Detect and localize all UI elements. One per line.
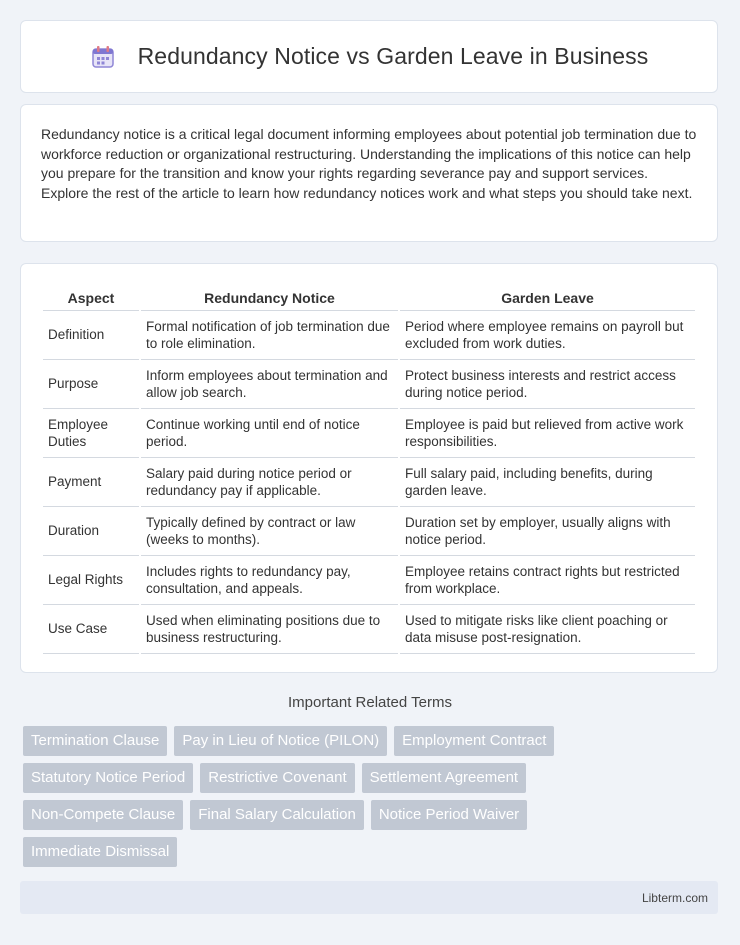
header-garden-leave: Garden Leave bbox=[400, 284, 695, 311]
intro-card bbox=[20, 104, 718, 242]
aspect-cell: Legal Rights bbox=[43, 556, 139, 605]
tag-statutory-notice-period[interactable]: Statutory Notice Period bbox=[23, 763, 193, 793]
tag-non-compete-clause[interactable]: Non-Compete Clause bbox=[23, 800, 183, 830]
tag-notice-period-waiver[interactable]: Notice Period Waiver bbox=[371, 800, 527, 830]
table-row bbox=[43, 507, 695, 556]
table-row bbox=[43, 556, 695, 605]
footer-site-link[interactable]: Libterm.com bbox=[641, 890, 708, 905]
garden-cell: Used to mitigate risks like client poaching or data misuse post-resignation. bbox=[400, 605, 695, 654]
aspect-cell: Duration bbox=[43, 507, 139, 556]
tag-row bbox=[23, 800, 723, 830]
table-row bbox=[43, 311, 695, 360]
redundancy-cell: Inform employees about termination and allow job search. bbox=[141, 360, 398, 409]
tag-final-salary-calculation[interactable]: Final Salary Calculation bbox=[190, 800, 364, 830]
tag-immediate-dismissal[interactable]: Immediate Dismissal bbox=[23, 837, 177, 867]
garden-cell: Employee is paid but relieved from active work responsibilities. bbox=[400, 409, 695, 458]
tag-settlement-agreement[interactable]: Settlement Agreement bbox=[362, 763, 526, 793]
redundancy-cell: Formal notification of job termination due to role elimination. bbox=[141, 311, 398, 360]
comparison-table bbox=[41, 284, 697, 654]
garden-cell: Duration set by employer, usually aligns with notice period. bbox=[400, 507, 695, 556]
comparison-card bbox=[20, 263, 718, 673]
tag-restrictive-covenant[interactable]: Restrictive Covenant bbox=[200, 763, 354, 793]
page-title: Redundancy Notice vs Garden Leave in Business bbox=[137, 43, 649, 69]
table-header-row bbox=[43, 284, 695, 311]
aspect-cell: Definition bbox=[43, 311, 139, 360]
calendar-icon bbox=[90, 44, 116, 70]
redundancy-cell: Includes rights to redundancy pay, consultation, and appeals. bbox=[141, 556, 398, 605]
tag-pay-in-lieu-of-notice[interactable]: Pay in Lieu of Notice (PILON) bbox=[174, 726, 387, 756]
related-terms-heading: Important Related Terms bbox=[288, 694, 452, 711]
aspect-cell: Employee Duties bbox=[43, 409, 139, 458]
tag-employment-contract[interactable]: Employment Contract bbox=[394, 726, 554, 756]
garden-cell: Period where employee remains on payroll but excluded from work duties. bbox=[400, 311, 695, 360]
header-aspect: Aspect bbox=[43, 284, 139, 311]
intro-paragraph: Redundancy notice is a critical legal document informing employees about potential job termination due to workforce reduction or organizational restructuring. Understanding the implications of this notice can help you prepare for the transition and know your rights regarding severance pay and support services. Explore the rest of the article to learn how redundancy notices work and what steps you should take next. bbox=[41, 126, 697, 201]
redundancy-cell: Used when eliminating positions due to business restructuring. bbox=[141, 605, 398, 654]
redundancy-cell: Salary paid during notice period or redundancy pay if applicable. bbox=[141, 458, 398, 507]
garden-cell: Full salary paid, including benefits, during garden leave. bbox=[400, 458, 695, 507]
tag-termination-clause[interactable]: Termination Clause bbox=[23, 726, 167, 756]
tag-row bbox=[23, 763, 723, 793]
title-card bbox=[20, 20, 718, 93]
header-redundancy-notice: Redundancy Notice bbox=[141, 284, 398, 311]
redundancy-cell: Typically defined by contract or law (weeks to months). bbox=[141, 507, 398, 556]
table-row bbox=[43, 409, 695, 458]
tag-row bbox=[23, 837, 723, 867]
garden-cell: Employee retains contract rights but restricted from workplace. bbox=[400, 556, 695, 605]
aspect-cell: Use Case bbox=[43, 605, 139, 654]
garden-cell: Protect business interests and restrict access during notice period. bbox=[400, 360, 695, 409]
table-row bbox=[43, 605, 695, 654]
related-terms-list bbox=[23, 726, 723, 874]
tag-row bbox=[23, 726, 723, 756]
table-row bbox=[43, 458, 695, 507]
redundancy-cell: Continue working until end of notice period. bbox=[141, 409, 398, 458]
footer bbox=[20, 881, 718, 914]
table-row bbox=[43, 360, 695, 409]
aspect-cell: Payment bbox=[43, 458, 139, 507]
aspect-cell: Purpose bbox=[43, 360, 139, 409]
